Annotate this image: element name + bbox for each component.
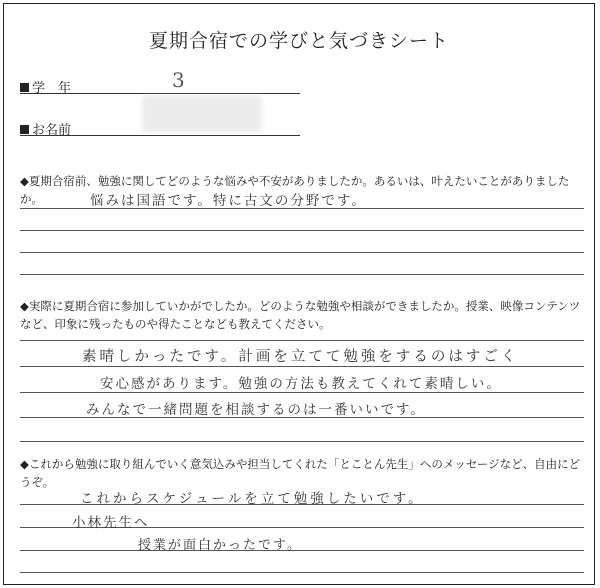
grade-value: 3: [172, 68, 185, 92]
answer-3-line-2: 小林先生へ: [72, 515, 150, 531]
square-bullet-icon: [20, 83, 29, 92]
answer-rule: [20, 392, 584, 393]
answer-rule: [20, 274, 584, 275]
question-3-prompt: ◆これから勉強に取り組んでいく意気込みや担当してくれた「とことん先生」へのメッセージなど、自由にどうぞ。: [20, 457, 581, 489]
answer-2-line-3: みんなで一緒問題を相談するのは一番いいです。: [86, 402, 426, 418]
answer-rule: [20, 230, 584, 231]
answer-1-line-1: 悩みは国語です。特に古文の分野です。: [90, 193, 367, 209]
name-underline: [20, 135, 300, 136]
answer-3-line-3: 授業が面白かったです。: [138, 538, 302, 553]
answer-rule: [20, 252, 584, 253]
redacted-name: [142, 96, 262, 132]
answer-rule: [20, 550, 584, 551]
answer-rule: [20, 340, 584, 341]
question-2-prompt: ◆実際に夏期合宿に参加していかがでしたか。どのような勉強や相談ができましたか。授業、映像コンテンツなど、印象に残ったものや得たことなども教えてください。: [20, 299, 581, 331]
answer-rule: [20, 441, 584, 442]
question-1-prompt: ◆夏期合宿前、勉強に関してどのような悩みや不安がありましたか。あるいは、叶えたいことがありましたか。: [20, 174, 570, 206]
answer-rule: [20, 572, 584, 573]
sheet-title: 夏期合宿での学びと気づきシート: [148, 30, 449, 52]
answer-3-line-1: これからスケジュールを立て勉強したいです。: [80, 491, 425, 507]
worksheet: [3, 3, 595, 585]
grade-label-text: 学 年: [32, 81, 72, 96]
answer-rule: [20, 366, 584, 367]
answer-2-line-1: 素晴しかったです。計画を立てて勉強をするのはすごく: [82, 349, 519, 365]
square-bullet-icon: [20, 125, 29, 134]
name-label-text: お名前: [32, 123, 72, 138]
answer-2-line-2: 安心感があります。勉強の方法も教えてくれて素晴しい。: [100, 376, 502, 392]
grade-underline: [20, 93, 300, 94]
